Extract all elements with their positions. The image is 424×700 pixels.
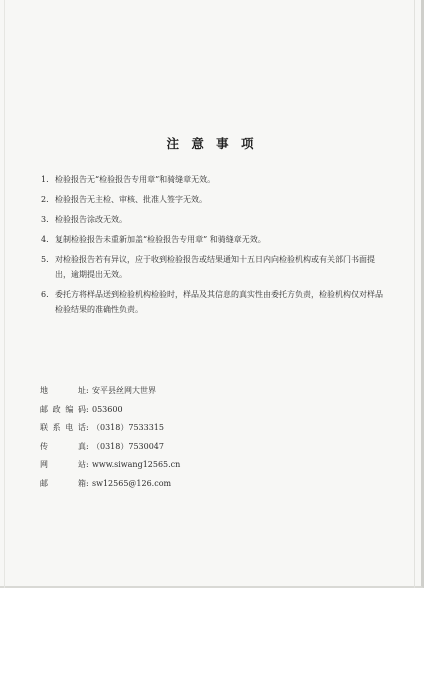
item-number: 2. xyxy=(41,195,49,204)
item-text: 对检验报告若有异议，应于收到检验报告或结果通知十五日内向检验机构或有关部门书面提出，逾期提出无效。 xyxy=(55,255,375,279)
contact-value: sw12565@126.com xyxy=(92,478,172,488)
contact-info xyxy=(40,382,300,493)
item-number: 4. xyxy=(41,235,49,244)
item-number: 1. xyxy=(41,175,49,184)
item-text: 检验报告无主检、审核、批准人签字无效。 xyxy=(55,195,207,204)
contact-label: 传 真 xyxy=(40,441,86,451)
notice-item-2 xyxy=(41,192,386,207)
contact-value: 安平县丝网大世界 xyxy=(92,386,156,395)
item-number: 5. xyxy=(41,255,49,264)
contact-value: 053600 xyxy=(92,404,123,414)
item-text: 检验报告无“检验报告专用章”和骑缝章无效。 xyxy=(55,175,216,184)
contact-value: （0318）7530047 xyxy=(92,441,164,451)
notice-item-3 xyxy=(41,212,386,227)
page-edge-left xyxy=(4,0,5,588)
contact-label: 地 址 xyxy=(40,386,86,395)
notice-item-6 xyxy=(41,287,386,317)
contact-value: （0318）7533315 xyxy=(92,423,164,432)
contact-website xyxy=(40,456,300,475)
contact-colon: : xyxy=(86,386,89,395)
item-text: 委托方将样品送到检验机构检验时，样品及其信息的真实性由委托方负责，检验机构仅对样品检验结果的准确性负责。 xyxy=(55,290,383,314)
page-title: 注 意 事 项 xyxy=(166,136,258,151)
contact-colon: : xyxy=(86,478,89,488)
item-text: 检验报告涂改无效。 xyxy=(55,215,127,224)
item-number: 6. xyxy=(41,290,49,299)
item-text: 复制检验报告未重新加盖“检验报告专用章” 和骑缝章无效。 xyxy=(55,235,266,244)
contact-value: www.siwang12565.cn xyxy=(92,460,181,469)
contact-postcode xyxy=(40,401,300,420)
contact-label: 邮政编码 xyxy=(40,404,86,414)
page-edge-right xyxy=(414,0,415,588)
notice-item-4 xyxy=(41,232,386,247)
contact-address xyxy=(40,382,300,401)
contact-email xyxy=(40,475,300,494)
notice-item-1 xyxy=(41,172,386,187)
contact-colon: : xyxy=(86,423,89,432)
contact-label: 网 站 xyxy=(40,460,86,469)
contact-label: 联系电话 xyxy=(40,423,86,432)
contact-label: 邮 箱 xyxy=(40,478,86,488)
contact-colon: : xyxy=(86,404,89,414)
contact-colon: : xyxy=(86,441,89,451)
item-number: 3. xyxy=(41,215,49,224)
contact-fax xyxy=(40,438,300,457)
notice-item-5 xyxy=(41,252,386,282)
contact-phone xyxy=(40,419,300,438)
notice-list xyxy=(41,172,386,322)
contact-colon: : xyxy=(86,460,89,469)
